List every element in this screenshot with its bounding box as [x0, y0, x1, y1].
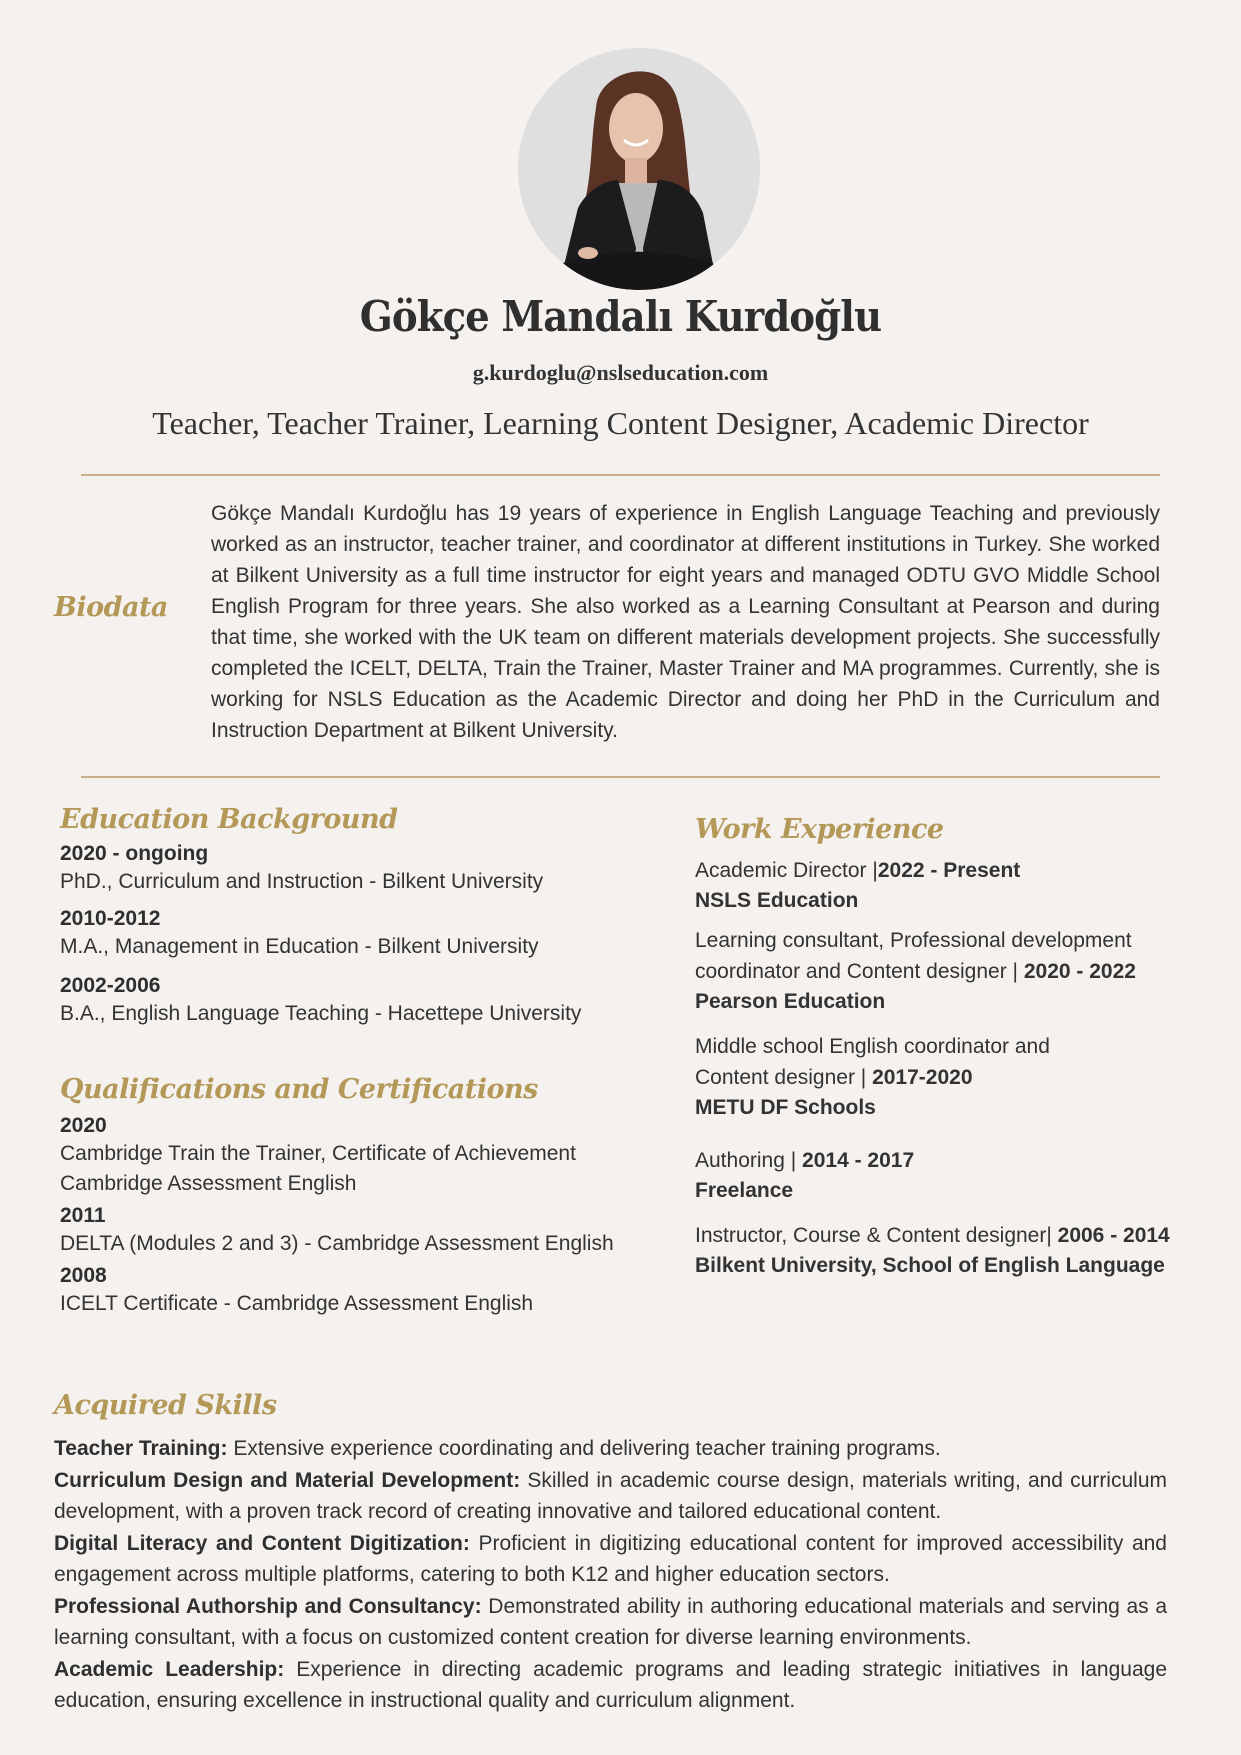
work-role: Instructor, Course & Content designer| — [695, 1224, 1058, 1247]
qualification-item — [60, 1263, 680, 1319]
skills-heading: Acquired Skills — [54, 1390, 277, 1421]
qualification-line: DELTA (Modules 2 and 3) - Cambridge Assessment English — [60, 1232, 614, 1255]
biodata-paragraph: Gökçe Mandalı Kurdoğlu has 19 years of experience in English Language Teaching and previously worked as an instructor, teacher trainer, and coordinator at different institutions in Turkey. She worked at Bilkent University as a full time instructor for eight years and managed ODTU GVO Middle School English Program for three years. She also worked as a Learning Consultant at Pearson and during that time, she worked with the UK team on different materials development projects. She successfully completed the ICELT, DELTA, Train the Trainer, Master Trainer and MA programmes. Currently, she is working for NSLS Education as the Academic Director and doing her PhD in the Curriculum and Instruction Department at Bilkent University. — [211, 502, 1160, 742]
education-date: 2020 - ongoing — [60, 842, 209, 865]
education-heading: Education Background — [60, 804, 398, 835]
divider-bottom — [81, 776, 1160, 778]
qualifications-section — [60, 1074, 680, 1319]
work-role: Middle school English coordinator and — [695, 1035, 1050, 1058]
work-role: coordinator and Content designer | — [695, 960, 1024, 983]
biodata-heading: Biodata — [54, 592, 168, 623]
qualification-line: ICELT Certificate - Cambridge Assessment English — [60, 1292, 534, 1315]
professional-headline: Teacher, Teacher Trainer, Learning Content Designer, Academic Director — [152, 405, 1089, 441]
work-heading: Work Experience — [695, 814, 944, 845]
work-role: Academic Director | — [695, 859, 878, 882]
education-item — [60, 973, 660, 1029]
work-organization: Pearson Education — [695, 990, 886, 1013]
skill-label: Teacher Training: — [54, 1437, 228, 1460]
work-dates: 2020 - 2022 — [1023, 960, 1136, 983]
qualification-date: 2020 — [60, 1114, 107, 1137]
work-item — [695, 925, 1215, 1017]
qualifications-heading: Qualifications and Certifications — [60, 1074, 538, 1105]
work-role: Content designer | — [695, 1066, 873, 1089]
work-item — [695, 1220, 1215, 1281]
work-dates: 2014 - 2017 — [802, 1149, 915, 1172]
work-item — [695, 855, 1215, 916]
education-item — [60, 906, 660, 962]
qualification-date: 2011 — [60, 1204, 106, 1227]
skill-item — [54, 1528, 1167, 1591]
work-dates: 2006 - 2014 — [1057, 1224, 1170, 1247]
skill-description: Proficient in digitizing educational content for improved accessibility and engagement across multiple platforms, catering to both K12 and higher education sectors. — [54, 1531, 1167, 1586]
qualification-item — [60, 1203, 680, 1259]
skill-item — [54, 1465, 1167, 1528]
education-degree: B.A., English Language Teaching - Hacettepe University — [60, 1002, 582, 1025]
education-item — [60, 841, 660, 897]
work-organization: Bilkent University, School of English Language — [695, 1254, 1165, 1277]
skill-label: Professional Authorship and Consultancy: — [54, 1594, 482, 1618]
person-name: Gökçe Mandalı Kurdoğlu — [359, 292, 882, 341]
education-section — [60, 804, 660, 1029]
work-item — [695, 1145, 1215, 1206]
skill-description: Extensive experience coordinating and delivering teacher training programs. — [227, 1437, 941, 1460]
work-role: Learning consultant, Professional development — [695, 929, 1132, 952]
qualification-item — [60, 1113, 680, 1199]
work-dates: 2017-2020 — [872, 1066, 973, 1089]
qualification-date: 2008 — [60, 1264, 107, 1287]
portrait-illustration — [518, 48, 760, 290]
work-dates: 2022 - Present — [877, 859, 1021, 882]
qualification-line: Cambridge Assessment English — [60, 1172, 357, 1195]
skill-item — [54, 1654, 1167, 1717]
work-organization: Freelance — [695, 1179, 794, 1202]
education-degree: PhD., Curriculum and Instruction - Bilkent University — [60, 870, 544, 893]
work-organization: NSLS Education — [695, 889, 859, 912]
contact-email[interactable]: g.kurdoglu@nslseducation.com — [472, 360, 769, 385]
skill-label: Digital Literacy and Content Digitization: — [54, 1531, 470, 1555]
education-date: 2010-2012 — [60, 907, 161, 930]
work-item — [695, 1031, 1215, 1123]
profile-photo — [518, 48, 760, 290]
education-degree: M.A., Management in Education - Bilkent University — [60, 935, 539, 958]
skill-label: Curriculum Design and Material Development: — [54, 1468, 521, 1492]
skill-label: Academic Leadership: — [54, 1657, 285, 1681]
skill-description: Experience in directing academic programs and leading strategic initiatives in language education, ensuring excellence in instructional quality and curriculum alignment. — [54, 1657, 1167, 1712]
work-role: Authoring | — [695, 1149, 803, 1172]
education-date: 2002-2006 — [60, 974, 161, 997]
work-organization: METU DF Schools — [695, 1096, 876, 1119]
skill-description: Skilled in academic course design, materials writing, and curriculum development, with a proven track record of creating innovative and tailored educational content. — [54, 1468, 1167, 1523]
divider-top — [81, 474, 1160, 476]
qualification-line: Cambridge Train the Trainer, Certificate of Achievement — [60, 1142, 576, 1165]
work-section — [695, 814, 1215, 1281]
skill-description: Demonstrated ability in authoring educational materials and serving as a learning consultant, with a focus on customized content creation for diverse learning environments. — [54, 1594, 1167, 1649]
skill-item — [54, 1433, 1167, 1465]
skill-item — [54, 1591, 1167, 1654]
skills-list — [54, 1433, 1167, 1717]
